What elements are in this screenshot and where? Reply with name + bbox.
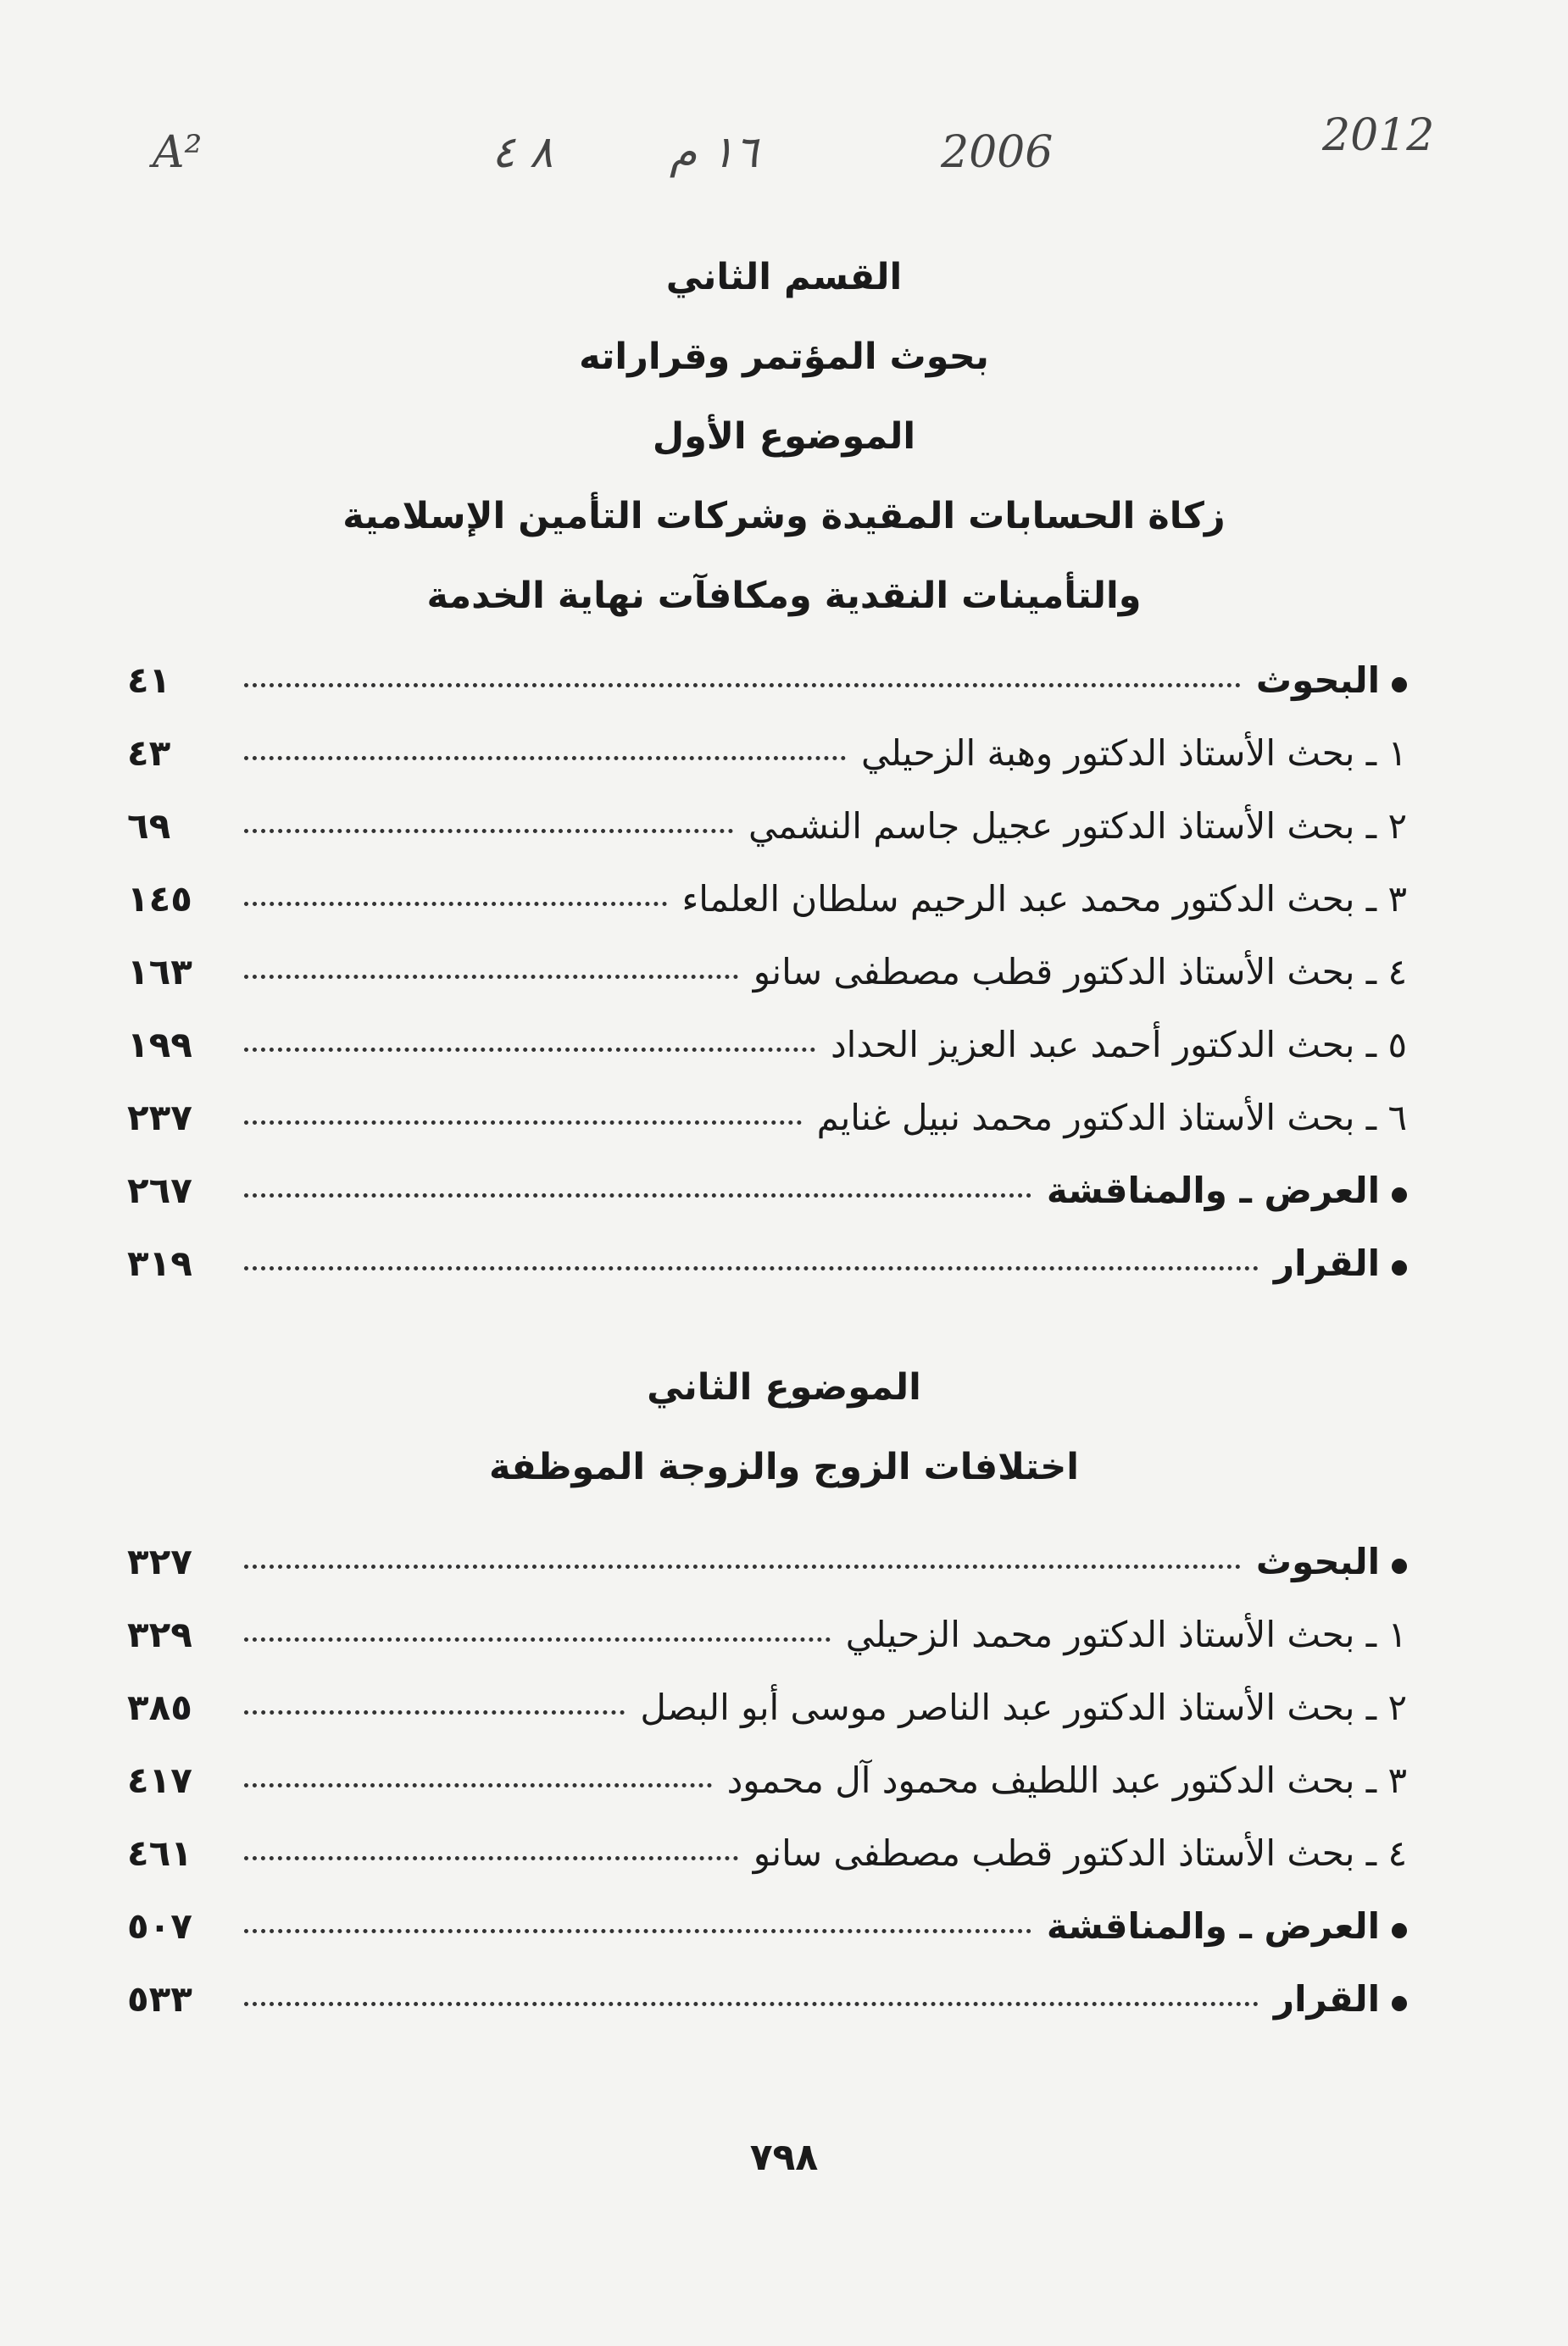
- toc-entry-title: البحوث: [1255, 659, 1380, 701]
- toc-entry-page: ٣٢٧: [127, 1541, 192, 1582]
- toc-entry: [127, 790, 1407, 863]
- section-subtitle: بحوث المؤتمر وقراراته: [579, 336, 989, 378]
- toc-entry-title: ٢ ـ بحث الأستاذ الدكتور عجيل جاسم النشمي: [748, 805, 1407, 847]
- topic2-toc: [127, 1526, 1407, 2036]
- toc-entry-page: ٣١٩: [127, 1242, 192, 1284]
- bullet-icon: [1392, 1923, 1407, 1938]
- bullet-icon: [1392, 1260, 1407, 1276]
- annotation-5: 2012: [1322, 110, 1435, 161]
- toc-entry-page: ٤٣: [127, 732, 171, 774]
- toc-entry: [127, 1081, 1407, 1154]
- toc-entry-page: ٤٦١: [127, 1832, 192, 1874]
- dot-leader: [244, 746, 846, 760]
- page-number: ٧٩٨: [749, 2136, 819, 2179]
- toc-entry: [127, 644, 1407, 717]
- handwritten-annotations: [0, 110, 1568, 203]
- bullet-icon: [1392, 1559, 1407, 1574]
- toc-entry: [127, 1227, 1407, 1300]
- toc-entry-page: ١٩٩: [127, 1024, 192, 1065]
- dot-leader: [244, 1183, 1031, 1198]
- toc-entry-title: ٣ ـ بحث الدكتور محمد عبد الرحيم سلطان العلماء: [681, 878, 1407, 920]
- toc-entry: [127, 1963, 1407, 2036]
- dot-leader: [244, 1700, 625, 1715]
- toc-entry-page: ٢٦٧: [127, 1170, 192, 1211]
- topic1-title-line2: والتأمينات النقدية ومكافآت نهاية الخدمة: [426, 575, 1142, 617]
- toc-entry-page: ١٤٥: [127, 878, 192, 920]
- toc-entry: [127, 1671, 1407, 1744]
- dot-leader: [244, 1110, 802, 1125]
- dot-leader: [244, 1256, 1259, 1270]
- toc-entry: [127, 863, 1407, 936]
- section-heading: [280, 237, 1288, 636]
- dot-leader: [244, 1037, 815, 1052]
- dot-leader: [244, 819, 733, 833]
- toc-entry: [127, 1890, 1407, 1963]
- annotation-2: ٨ ٤: [492, 127, 553, 178]
- bullet-icon: [1392, 677, 1407, 692]
- toc-entry-title: ٦ ـ بحث الأستاذ الدكتور محمد نبيل غنايم: [816, 1097, 1407, 1138]
- topic2-heading: الموضوع الثاني: [647, 1366, 921, 1409]
- annotation-3: ١٦ م: [670, 127, 759, 178]
- toc-entry: [127, 1526, 1407, 1598]
- toc-entry-title: ٤ ـ بحث الأستاذ الدكتور قطب مصطفى سانو: [753, 1832, 1407, 1874]
- toc-entry-title: القرار: [1273, 1242, 1380, 1284]
- toc-entry: [127, 1817, 1407, 1890]
- dot-leader: [244, 1773, 712, 1787]
- toc-entry-page: ٦٩: [127, 805, 171, 847]
- toc-entry-page: ٤١: [127, 659, 171, 701]
- dot-leader: [244, 673, 1241, 687]
- annotation-4: 2006: [941, 127, 1054, 178]
- annotation-1: A²: [153, 127, 203, 178]
- toc-entry-title: القرار: [1273, 1978, 1380, 2020]
- toc-entry: [127, 936, 1407, 1009]
- dot-leader: [244, 1919, 1031, 1933]
- toc-entry-title: ١ ـ بحث الأستاذ الدكتور محمد الزحيلي: [845, 1614, 1407, 1655]
- dot-leader: [244, 965, 738, 979]
- dot-leader: [244, 1846, 738, 1860]
- toc-entry-page: ٥٠٧: [127, 1905, 192, 1947]
- topic2-heading-block: [280, 1348, 1288, 1507]
- toc-entry-page: ٣٨٥: [127, 1687, 192, 1728]
- toc-entry: [127, 1744, 1407, 1817]
- toc-entry: [127, 1598, 1407, 1671]
- bullet-icon: [1392, 1996, 1407, 2011]
- toc-entry-page: ٣٢٩: [127, 1614, 192, 1655]
- topic2-title: اختلافات الزوج والزوجة الموظفة: [488, 1446, 1080, 1488]
- bullet-icon: [1392, 1187, 1407, 1203]
- toc-entry-title: ٣ ـ بحث الدكتور عبد اللطيف محمود آل محمود: [726, 1760, 1407, 1801]
- toc-entry-page: ٤١٧: [127, 1760, 192, 1801]
- toc-entry-title: ٢ ـ بحث الأستاذ الدكتور عبد الناصر موسى أبو البصل: [640, 1687, 1407, 1728]
- toc-entry-title: ٤ ـ بحث الأستاذ الدكتور قطب مصطفى سانو: [753, 951, 1407, 992]
- topic1-title-line1: زكاة الحسابات المقيدة وشركات التأمين الإسلامية: [342, 495, 1226, 537]
- toc-entry-title: العرض ـ والمناقشة: [1046, 1170, 1380, 1211]
- dot-leader: [244, 1992, 1259, 2006]
- section-title: القسم الثاني: [665, 256, 903, 298]
- toc-entry-title: ٥ ـ بحث الدكتور أحمد عبد العزيز الحداد: [830, 1024, 1407, 1065]
- toc-entry-page: ١٦٣: [127, 951, 192, 992]
- toc-entry-title: العرض ـ والمناقشة: [1046, 1905, 1380, 1947]
- toc-entry-title: البحوث: [1255, 1541, 1380, 1582]
- dot-leader: [244, 1627, 831, 1642]
- toc-entry-page: ٥٣٣: [127, 1978, 192, 2020]
- dot-leader: [244, 892, 667, 906]
- toc-entry-page: ٢٣٧: [127, 1097, 192, 1138]
- dot-leader: [244, 1554, 1241, 1569]
- toc-entry-title: ١ ـ بحث الأستاذ الدكتور وهبة الزحيلي: [861, 732, 1407, 774]
- topic1-toc: [127, 644, 1407, 1300]
- toc-entry: [127, 1009, 1407, 1081]
- toc-entry: [127, 1154, 1407, 1227]
- topic1-heading: الموضوع الأول: [652, 415, 916, 458]
- toc-entry: [127, 717, 1407, 790]
